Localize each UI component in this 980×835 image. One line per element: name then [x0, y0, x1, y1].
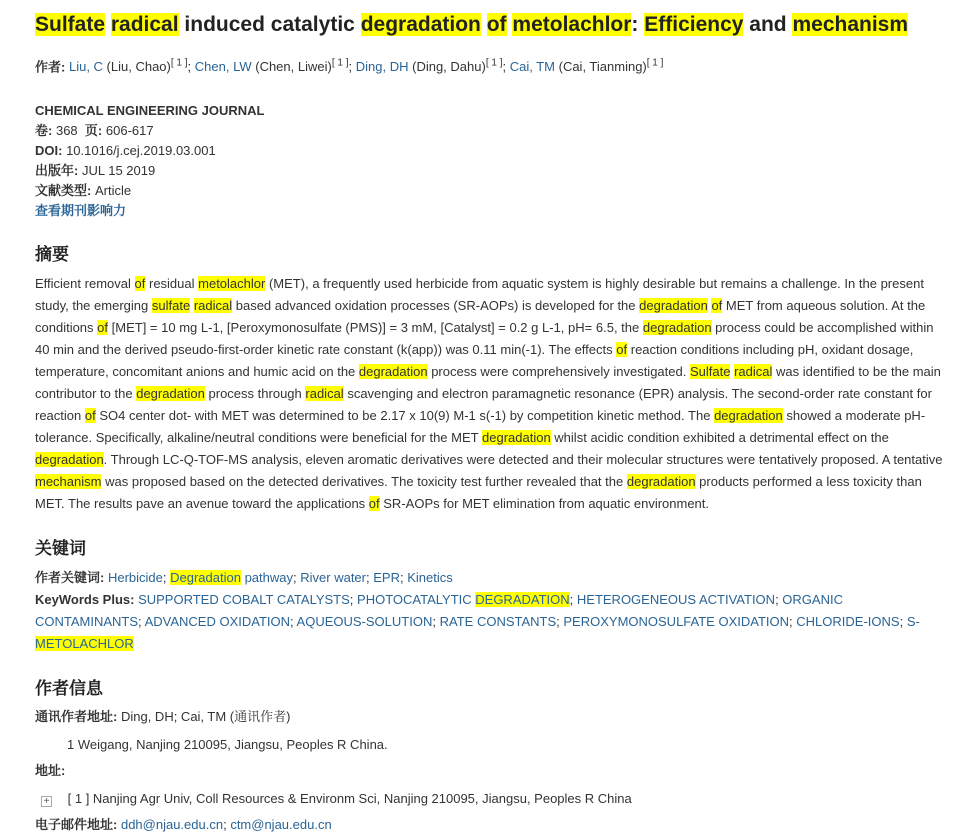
keyword-plus-link[interactable]: AQUEOUS-SOLUTION — [296, 614, 433, 630]
doi-value: 10.1016/j.cej.2019.03.001 — [66, 143, 216, 159]
doctype-label: 文献类型: — [35, 183, 92, 199]
source-info — [35, 101, 945, 221]
keywords-plus-list: SUPPORTED COBALT CATALYSTS; PHOTOCATALYTIC DEGRADATION; HETEROGENEOUS ACTIVATION; ORGANIC CONTAMINANTS; ADVANCED OXIDATION; AQUEOUS-SOLUTION; RATE CONSTANTS; PEROXYMONOSULFATE OXIDATION; CHLORIDE-IONS; S-METOLACHLOR — [35, 592, 920, 652]
keyword-plus-link[interactable]: PHOTOCATALYTIC DEGRADATION — [357, 592, 570, 608]
address-row — [35, 789, 945, 809]
pubdate-label: 出版年: — [35, 163, 79, 179]
search-term-highlight: radical — [734, 364, 773, 380]
email-row — [35, 815, 945, 835]
author-keywords-list: Herbicide; Degradation pathway; River water; EPR; Kinetics — [107, 570, 453, 586]
corr-address: 1 Weigang, Nanjing 210095, Jiangsu, Peoples R China. — [67, 737, 388, 753]
abstract-text: Efficient removal of residual metolachlor (MET), a frequently used herbicide from aquatic system is highly desirable but remains a challenge. In the present study, the emerging sulfate radical based advanced oxidation processes (SR-AOPs) is developed for the degradation of MET from aqueous solution. At the conditions of [MET] = 10 mg L-1, [Peroxymonosulfate (PMS)] = 3 mM, [Catalyst] = 0.2 g L-1, pH= 6.5, the degradation process could be accomplished within 40 min and the derived pseudo-first-order kinetic rate constant (k(app)) was 0.11 min(-1). The effects of reaction conditions including pH, oxidant dosage, temperature, concomitant anions and humic acid on the degradation process were comprehensively investigated. Sulfate radical was identified to be the main contributor to the degradation process through radical scavenging and electron paramagnetic resonance (EPR) analysis. The second-order rate constant for reaction of SO4 center dot- with MET was determined to be 2.17 x 10(9) M-1 s(-1) by competition kinetic method. The degradation showed a moderate pH-tolerance. Specifically, alkaline/neutral conditions were beneficial for the MET degradation whilst acidic condition exhibited a detrimental effect on the degradation. Through LC-Q-TOF-MS analysis, eleven aromatic derivatives were detected and their molecular structures were tentatively proposed. A tentative mechanism was proposed based on the detected derivatives. The toxicity test further revealed that the degradation products performed a less toxicity than MET. The results pave an avenue toward the applications of SR-AOPs for MET elimination from aquatic environment. — [35, 276, 943, 512]
author-keyword-link[interactable]: Herbicide — [107, 570, 163, 586]
keyword-plus-link[interactable]: S-METOLACHLOR — [35, 614, 920, 652]
email-link[interactable]: ctm@njau.edu.cn — [230, 817, 332, 833]
search-term-highlight: of — [616, 342, 628, 358]
corr-author-value: Ding, DH; Cai, TM (通讯作者) — [120, 709, 291, 725]
search-term-highlight: mechanism — [35, 474, 102, 490]
search-term-highlight: degradation — [360, 13, 481, 36]
keywords-plus-label: KeyWords Plus: — [35, 592, 135, 608]
keyword-plus-link[interactable]: RATE CONSTANTS — [439, 614, 557, 630]
search-term-highlight: Sulfate — [689, 364, 731, 380]
search-term-highlight: radical — [110, 13, 179, 36]
doi-row — [35, 141, 945, 161]
pages-value: 606-617 — [105, 123, 154, 139]
search-term-highlight: degradation — [714, 408, 783, 424]
author-info-heading: 作者信息 — [35, 679, 103, 699]
author-keywords-label: 作者关键词: — [35, 570, 105, 586]
keywords-plus-row — [35, 589, 945, 655]
volume-value: 368 — [55, 123, 78, 139]
authors-label: 作者: — [35, 59, 66, 75]
search-term-highlight: degradation — [639, 298, 708, 314]
keyword-plus-link[interactable]: PEROXYMONOSULFATE OXIDATION — [563, 614, 790, 630]
keyword-plus-link[interactable]: SUPPORTED COBALT CATALYSTS — [138, 592, 350, 608]
search-term-highlight: of — [486, 13, 507, 36]
corr-author-label: 通讯作者地址: — [35, 709, 118, 725]
search-term-highlight: METOLACHLOR — [35, 636, 134, 652]
search-term-highlight: degradation — [482, 430, 551, 446]
keywords-heading: 关键词 — [35, 539, 86, 559]
search-term-highlight: of — [97, 320, 109, 336]
keyword-plus-link[interactable]: CHLORIDE-IONS — [796, 614, 900, 630]
search-term-highlight: metolachlor — [198, 276, 266, 292]
keyword-plus-link[interactable]: HETEROGENEOUS ACTIVATION — [576, 592, 776, 608]
keyword-plus-link[interactable]: ADVANCED OXIDATION — [144, 614, 291, 630]
search-term-highlight: degradation — [626, 474, 696, 490]
search-term-highlight: mechanism — [792, 13, 909, 36]
author-keywords-row — [35, 567, 945, 589]
author-fullname: (Cai, Tianming) — [555, 59, 647, 75]
pubdate-row — [35, 161, 945, 181]
author-keyword-link[interactable]: EPR — [373, 570, 400, 586]
search-term-highlight: Efficiency — [644, 13, 744, 36]
author-link[interactable]: Ding, DH — [355, 59, 409, 75]
search-term-highlight: of — [711, 298, 723, 314]
author-affiliation-ref[interactable]: [ 1 ] — [646, 58, 664, 69]
address-label-row — [35, 761, 945, 781]
email-list: ddh@njau.edu.cn; ctm@njau.edu.cn — [120, 817, 332, 833]
author-affiliation-ref[interactable]: [ 1 ] — [485, 58, 503, 69]
article-title: Sulfate radical induced catalytic degradation of metolachlor: Efficiency and mechanism — [35, 13, 909, 36]
corr-author-row — [35, 707, 945, 727]
impact-row — [35, 201, 945, 221]
abstract-heading: 摘要 — [35, 245, 69, 265]
search-term-highlight: radical — [305, 386, 344, 402]
journal-name[interactable]: CHEMICAL ENGINEERING JOURNAL — [35, 103, 265, 119]
search-term-highlight: of — [84, 408, 96, 424]
authors-line — [35, 54, 945, 77]
search-term-highlight: of — [134, 276, 146, 292]
pages-label: 页: — [84, 123, 103, 139]
search-term-highlight: of — [368, 496, 380, 512]
search-term-highlight: degradation — [136, 386, 205, 402]
search-term-highlight: radical — [193, 298, 233, 314]
search-term-highlight: Sulfate — [35, 13, 106, 36]
keyword-plus-link[interactable]: ORGANIC CONTAMINANTS — [35, 592, 843, 630]
search-term-highlight: degradation — [358, 364, 428, 380]
search-term-highlight: degradation — [642, 320, 712, 336]
author-link[interactable]: Liu, C — [68, 59, 103, 75]
search-term-highlight: metolachlor — [512, 13, 632, 36]
doi-label: DOI: — [35, 143, 63, 159]
author-fullname: (Liu, Chao) — [102, 59, 171, 75]
author-fullname: (Chen, Liwei) — [251, 59, 332, 75]
pubdate-value: JUL 15 2019 — [81, 163, 156, 179]
author-keyword-link[interactable]: River water — [300, 570, 366, 586]
author-fullname: (Ding, Dahu) — [408, 59, 486, 75]
search-term-highlight: sulfate — [151, 298, 191, 314]
search-term-highlight: Degradation — [170, 570, 241, 586]
expand-address-icon[interactable]: + — [41, 796, 52, 807]
author-affiliation-ref[interactable]: [ 1 ] — [331, 58, 349, 69]
email-link[interactable]: ddh@njau.edu.cn — [120, 817, 224, 833]
volume-label: 卷: — [35, 123, 53, 139]
author-list: Liu, C (Liu, Chao)[ 1 ]; Chen, LW (Chen, Liwei)[ 1 ]; Ding, DH (Ding, Dahu)[ 1 ]; Cai, TM (Cai, Tianming)[ 1 ] — [68, 58, 664, 75]
doctype-value: Article — [94, 183, 132, 199]
author-keyword-link[interactable]: Kinetics — [407, 570, 453, 586]
volume-pages-row — [35, 121, 945, 141]
address-value: [ 1 ] Nanjing Agr Univ, Coll Resources & Environm Sci, Nanjing 210095, Jiangsu, Peoples R China — [67, 791, 632, 807]
search-term-highlight: DEGRADATION — [475, 592, 570, 608]
search-term-highlight: degradation — [35, 452, 104, 468]
author-affiliation-ref[interactable]: [ 1 ] — [170, 58, 188, 69]
email-label: 电子邮件地址: — [35, 817, 118, 833]
author-link[interactable]: Chen, LW — [194, 59, 252, 75]
address-label: 地址: — [35, 763, 66, 779]
journal-impact-link[interactable]: 查看期刊影响力 — [35, 203, 127, 219]
doctype-row — [35, 181, 945, 201]
author-keyword-link[interactable]: Degradation pathway — [170, 570, 293, 586]
author-link[interactable]: Cai, TM — [509, 59, 555, 75]
